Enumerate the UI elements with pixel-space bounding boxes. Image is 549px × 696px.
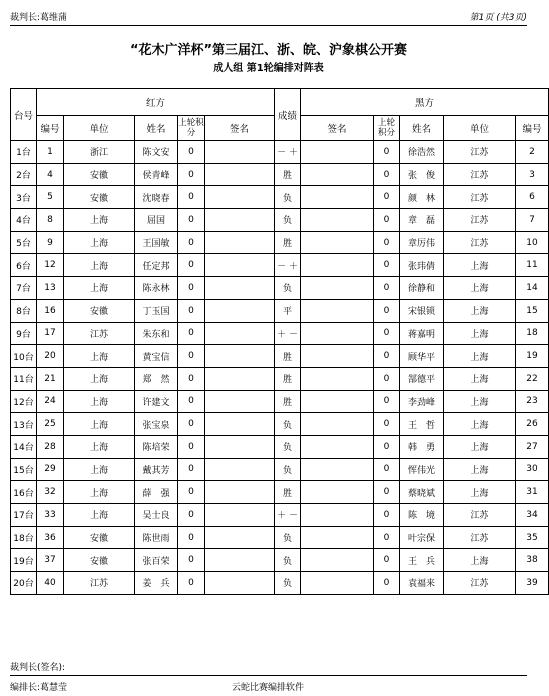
page-header (10, 10, 527, 24)
red-name: 陈世雨 (135, 526, 178, 549)
black-unit: 上海 (444, 435, 516, 458)
col-result: 成绩 (275, 89, 301, 141)
black-sign (301, 549, 374, 572)
black-score: 0 (374, 141, 400, 164)
black-name: 王 兵 (400, 549, 444, 572)
table-row (11, 322, 549, 345)
black-num: 22 (516, 367, 549, 390)
col-red-unit: 单位 (64, 116, 135, 141)
board-cell: 18台 (11, 526, 37, 549)
board-cell: 20台 (11, 572, 37, 595)
black-name: 恽伟光 (400, 458, 444, 481)
red-sign (205, 367, 275, 390)
red-num: 1 (37, 141, 64, 164)
red-sign (205, 277, 275, 300)
black-unit: 上海 (444, 345, 516, 368)
red-sign (205, 254, 275, 277)
red-score: 0 (178, 413, 205, 436)
red-num: 37 (37, 549, 64, 572)
black-score: 0 (374, 435, 400, 458)
board-cell: 12台 (11, 390, 37, 413)
black-num: 11 (516, 254, 549, 277)
black-sign (301, 163, 374, 186)
red-num: 20 (37, 345, 64, 368)
red-score: 0 (178, 435, 205, 458)
black-num: 18 (516, 322, 549, 345)
black-name: 章 磊 (400, 209, 444, 232)
black-unit: 江苏 (444, 186, 516, 209)
result-cell: ＋ － (275, 322, 301, 345)
red-name: 侯青峰 (135, 163, 178, 186)
black-unit: 江苏 (444, 209, 516, 232)
black-name: 蔡晓斌 (400, 481, 444, 504)
red-unit: 安徽 (64, 163, 135, 186)
board-cell: 10台 (11, 345, 37, 368)
board-cell: 11台 (11, 367, 37, 390)
red-unit: 浙江 (64, 141, 135, 164)
black-sign (301, 481, 374, 504)
board-cell: 8台 (11, 299, 37, 322)
red-num: 28 (37, 435, 64, 458)
table-row (11, 209, 549, 232)
table-row (11, 549, 549, 572)
black-unit: 江苏 (444, 504, 516, 527)
red-name: 戴其芳 (135, 458, 178, 481)
table-row (11, 413, 549, 436)
table-row (11, 367, 549, 390)
red-num: 24 (37, 390, 64, 413)
red-unit: 江苏 (64, 572, 135, 595)
black-score: 0 (374, 345, 400, 368)
black-name: 陈 境 (400, 504, 444, 527)
black-name: 颜 林 (400, 186, 444, 209)
black-sign (301, 254, 374, 277)
red-num: 25 (37, 413, 64, 436)
col-black-sign: 签名 (301, 116, 374, 141)
red-num: 4 (37, 163, 64, 186)
red-score: 0 (178, 504, 205, 527)
black-name: 李劲峰 (400, 390, 444, 413)
table-row (11, 504, 549, 527)
red-num: 16 (37, 299, 64, 322)
red-unit: 上海 (64, 413, 135, 436)
red-unit: 上海 (64, 345, 135, 368)
red-unit: 安徽 (64, 526, 135, 549)
board-cell: 16台 (11, 481, 37, 504)
result-cell: － ＋ (275, 141, 301, 164)
red-score: 0 (178, 141, 205, 164)
red-score: 0 (178, 209, 205, 232)
red-name: 许建文 (135, 390, 178, 413)
black-name: 张玮倩 (400, 254, 444, 277)
black-sign (301, 367, 374, 390)
black-unit: 上海 (444, 549, 516, 572)
result-cell: 胜 (275, 163, 301, 186)
table-row (11, 254, 549, 277)
red-sign (205, 231, 275, 254)
black-name: 徐静和 (400, 277, 444, 300)
red-score: 0 (178, 549, 205, 572)
result-cell: 平 (275, 299, 301, 322)
table-row (11, 186, 549, 209)
col-black-name: 姓名 (400, 116, 444, 141)
red-sign (205, 345, 275, 368)
result-cell: 胜 (275, 345, 301, 368)
header-rule (10, 25, 527, 26)
black-unit: 上海 (444, 299, 516, 322)
red-num: 40 (37, 572, 64, 595)
black-name: 叶宗保 (400, 526, 444, 549)
red-unit: 上海 (64, 481, 135, 504)
black-sign (301, 413, 374, 436)
result-cell: － ＋ (275, 254, 301, 277)
red-unit: 上海 (64, 231, 135, 254)
col-red-sign: 签名 (205, 116, 275, 141)
black-num: 38 (516, 549, 549, 572)
referee-label: 裁判长:葛维蒲 (10, 13, 68, 23)
black-name: 张 俊 (400, 163, 444, 186)
black-unit: 上海 (444, 367, 516, 390)
black-sign (301, 231, 374, 254)
red-num: 33 (37, 504, 64, 527)
table-row (11, 345, 549, 368)
result-cell: 负 (275, 526, 301, 549)
black-num: 31 (516, 481, 549, 504)
board-cell: 3台 (11, 186, 37, 209)
red-name: 黄宝信 (135, 345, 178, 368)
red-unit: 上海 (64, 504, 135, 527)
black-unit: 江苏 (444, 141, 516, 164)
black-unit: 上海 (444, 254, 516, 277)
red-unit: 上海 (64, 277, 135, 300)
col-black-unit: 单位 (444, 116, 516, 141)
page-title: “花木广洋杯”第三届江、浙、皖、沪象棋公开赛 (129, 43, 408, 58)
result-cell: 负 (275, 572, 301, 595)
result-cell: 负 (275, 458, 301, 481)
board-cell: 17台 (11, 504, 37, 527)
red-sign (205, 141, 275, 164)
black-num: 26 (516, 413, 549, 436)
table-row (11, 277, 549, 300)
red-score: 0 (178, 254, 205, 277)
red-name: 沈晓春 (135, 186, 178, 209)
table-row (11, 390, 549, 413)
table-row (11, 163, 549, 186)
table-row (11, 299, 549, 322)
black-score: 0 (374, 413, 400, 436)
black-unit: 上海 (444, 390, 516, 413)
black-unit: 上海 (444, 481, 516, 504)
table-row (11, 572, 549, 595)
board-cell: 4台 (11, 209, 37, 232)
arranger-label: 编排长:葛慧莹 (10, 683, 68, 693)
red-num: 32 (37, 481, 64, 504)
table-row (11, 435, 549, 458)
black-score: 0 (374, 209, 400, 232)
col-red-num: 编号 (37, 116, 64, 141)
red-sign (205, 390, 275, 413)
red-name: 张宝泉 (135, 413, 178, 436)
board-cell: 9台 (11, 322, 37, 345)
red-sign (205, 458, 275, 481)
red-unit: 安徽 (64, 549, 135, 572)
col-black-num: 编号 (516, 116, 549, 141)
black-score: 0 (374, 186, 400, 209)
black-num: 34 (516, 504, 549, 527)
black-sign (301, 435, 374, 458)
page-subtitle: 成人组 第1轮编排对阵表 (213, 63, 324, 74)
result-cell: 负 (275, 435, 301, 458)
result-cell: ＋ － (275, 504, 301, 527)
red-sign (205, 186, 275, 209)
red-num: 8 (37, 209, 64, 232)
board-cell: 5台 (11, 231, 37, 254)
red-unit: 上海 (64, 390, 135, 413)
red-num: 9 (37, 231, 64, 254)
black-name: 蒋嘉明 (400, 322, 444, 345)
page-number: 第1页 (共3页) (469, 13, 527, 23)
black-name: 徐浩然 (400, 141, 444, 164)
result-cell: 负 (275, 209, 301, 232)
red-name: 任定邦 (135, 254, 178, 277)
black-name: 郜德平 (400, 367, 444, 390)
red-name: 薛 强 (135, 481, 178, 504)
result-cell: 胜 (275, 367, 301, 390)
board-cell: 19台 (11, 549, 37, 572)
black-num: 23 (516, 390, 549, 413)
red-score: 0 (178, 231, 205, 254)
black-unit: 上海 (444, 277, 516, 300)
black-sign (301, 277, 374, 300)
black-score: 0 (374, 504, 400, 527)
black-sign (301, 458, 374, 481)
red-num: 12 (37, 254, 64, 277)
black-unit: 上海 (444, 413, 516, 436)
red-sign (205, 209, 275, 232)
black-num: 15 (516, 299, 549, 322)
black-num: 27 (516, 435, 549, 458)
col-red: 红方 (37, 89, 275, 116)
red-score: 0 (178, 163, 205, 186)
black-unit: 上海 (444, 458, 516, 481)
red-unit: 安徽 (64, 186, 135, 209)
red-name: 张百荣 (135, 549, 178, 572)
red-score: 0 (178, 572, 205, 595)
table-row (11, 526, 549, 549)
black-sign (301, 390, 374, 413)
black-name: 王 哲 (400, 413, 444, 436)
black-score: 0 (374, 549, 400, 572)
red-unit: 上海 (64, 435, 135, 458)
black-num: 7 (516, 209, 549, 232)
black-name: 章厉伟 (400, 231, 444, 254)
black-name: 顾华平 (400, 345, 444, 368)
board-cell: 6台 (11, 254, 37, 277)
result-cell: 胜 (275, 231, 301, 254)
black-sign (301, 572, 374, 595)
red-unit: 上海 (64, 458, 135, 481)
red-sign (205, 299, 275, 322)
col-black: 黑方 (301, 89, 549, 116)
result-cell: 胜 (275, 481, 301, 504)
board-cell: 2台 (11, 163, 37, 186)
col-black-score: 上轮积分 (374, 116, 400, 141)
red-num: 21 (37, 367, 64, 390)
result-cell: 胜 (275, 390, 301, 413)
black-score: 0 (374, 481, 400, 504)
board-cell: 7台 (11, 277, 37, 300)
red-name: 丁玉国 (135, 299, 178, 322)
black-score: 0 (374, 254, 400, 277)
black-sign (301, 186, 374, 209)
black-score: 0 (374, 458, 400, 481)
black-unit: 江苏 (444, 163, 516, 186)
black-num: 19 (516, 345, 549, 368)
black-score: 0 (374, 277, 400, 300)
red-unit: 上海 (64, 367, 135, 390)
red-unit: 江苏 (64, 322, 135, 345)
black-num: 3 (516, 163, 549, 186)
black-score: 0 (374, 367, 400, 390)
red-name: 姜 兵 (135, 572, 178, 595)
red-name: 陈文安 (135, 141, 178, 164)
red-name: 郑 然 (135, 367, 178, 390)
red-unit: 上海 (64, 209, 135, 232)
black-score: 0 (374, 299, 400, 322)
black-num: 39 (516, 572, 549, 595)
black-num: 6 (516, 186, 549, 209)
red-sign (205, 481, 275, 504)
board-cell: 14台 (11, 435, 37, 458)
red-num: 13 (37, 277, 64, 300)
red-sign (205, 435, 275, 458)
software-credit: 云蛇比赛编排软件 (232, 683, 305, 693)
table-row (11, 458, 549, 481)
black-name: 袁福来 (400, 572, 444, 595)
result-cell: 负 (275, 277, 301, 300)
red-name: 屈国 (135, 209, 178, 232)
black-score: 0 (374, 231, 400, 254)
red-num: 29 (37, 458, 64, 481)
col-red-name: 姓名 (135, 116, 178, 141)
red-name: 王国敏 (135, 231, 178, 254)
black-unit: 江苏 (444, 526, 516, 549)
black-score: 0 (374, 322, 400, 345)
red-score: 0 (178, 458, 205, 481)
red-name: 陈培荣 (135, 435, 178, 458)
red-score: 0 (178, 186, 205, 209)
red-sign (205, 322, 275, 345)
red-sign (205, 163, 275, 186)
red-score: 0 (178, 345, 205, 368)
black-sign (301, 345, 374, 368)
table-row (11, 481, 549, 504)
board-cell: 15台 (11, 458, 37, 481)
red-unit: 上海 (64, 254, 135, 277)
black-num: 35 (516, 526, 549, 549)
red-score: 0 (178, 322, 205, 345)
result-cell: 负 (275, 549, 301, 572)
black-sign (301, 504, 374, 527)
pairing-table (10, 88, 549, 595)
black-sign (301, 141, 374, 164)
red-score: 0 (178, 367, 205, 390)
red-sign (205, 526, 275, 549)
black-num: 30 (516, 458, 549, 481)
black-num: 14 (516, 277, 549, 300)
black-unit: 江苏 (444, 231, 516, 254)
table-row (11, 141, 549, 164)
black-score: 0 (374, 572, 400, 595)
red-score: 0 (178, 526, 205, 549)
black-num: 10 (516, 231, 549, 254)
black-score: 0 (374, 163, 400, 186)
black-sign (301, 209, 374, 232)
black-unit: 江苏 (444, 572, 516, 595)
red-score: 0 (178, 299, 205, 322)
black-sign (301, 299, 374, 322)
result-cell: 负 (275, 413, 301, 436)
red-score: 0 (178, 390, 205, 413)
black-name: 宋银锁 (400, 299, 444, 322)
red-num: 17 (37, 322, 64, 345)
col-board: 台号 (11, 89, 37, 141)
red-unit: 安徽 (64, 299, 135, 322)
chief-signature: 裁判长(签名): (10, 663, 66, 673)
board-cell: 1台 (11, 141, 37, 164)
black-num: 2 (516, 141, 549, 164)
red-score: 0 (178, 481, 205, 504)
red-name: 陈永林 (135, 277, 178, 300)
red-num: 36 (37, 526, 64, 549)
black-score: 0 (374, 390, 400, 413)
red-name: 朱东和 (135, 322, 178, 345)
red-num: 5 (37, 186, 64, 209)
red-sign (205, 572, 275, 595)
red-name: 吴士良 (135, 504, 178, 527)
footer-rule (10, 675, 527, 676)
result-cell: 负 (275, 186, 301, 209)
col-red-score: 上轮积分 (178, 116, 205, 141)
black-unit: 上海 (444, 322, 516, 345)
red-sign (205, 413, 275, 436)
red-score: 0 (178, 277, 205, 300)
table-row (11, 231, 549, 254)
red-sign (205, 549, 275, 572)
black-name: 韩 勇 (400, 435, 444, 458)
red-sign (205, 504, 275, 527)
board-cell: 13台 (11, 413, 37, 436)
black-sign (301, 526, 374, 549)
black-sign (301, 322, 374, 345)
black-score: 0 (374, 526, 400, 549)
